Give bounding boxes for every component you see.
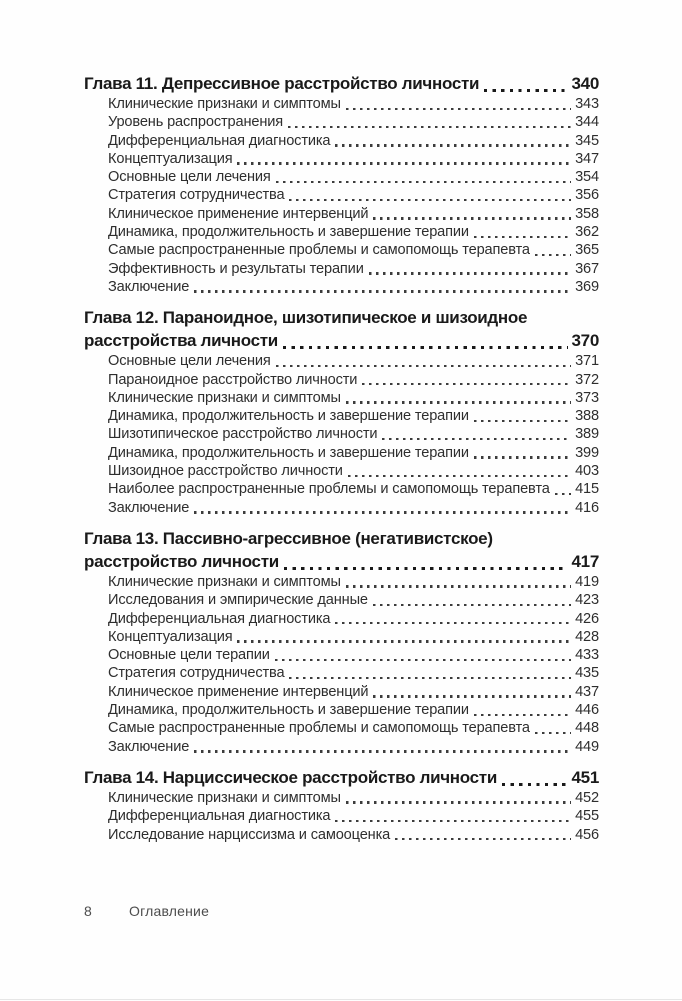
chapter-page-number: 451 — [571, 767, 599, 787]
toc-entry-row — [84, 826, 599, 844]
dot-leader — [474, 456, 571, 458]
toc-entry-page-number: 389 — [575, 426, 599, 443]
toc-entry-page-number: 423 — [575, 592, 599, 609]
chapter-heading-row — [84, 306, 599, 329]
dot-leader — [348, 475, 571, 477]
dot-leader — [346, 401, 571, 403]
chapter-page-number: 340 — [571, 74, 599, 93]
toc-entry-page-number: 437 — [575, 683, 599, 700]
toc-entry-page-number: 345 — [575, 132, 599, 149]
toc-entry-page-number: 426 — [575, 610, 599, 627]
dot-leader — [289, 199, 571, 201]
chapter-page-number: 370 — [571, 331, 599, 351]
toc-entry-page-number: 354 — [575, 169, 599, 186]
toc-entry-page-number: 415 — [575, 481, 599, 498]
toc-entry-row — [84, 352, 599, 370]
toc-entry-label: Стратегия сотрудничества — [108, 665, 285, 682]
toc-entry-page-number: 372 — [575, 371, 599, 388]
chapter-title: Глава 13. Пассивно-агрессивное (негативистское) — [84, 528, 493, 548]
table-of-contents — [84, 72, 599, 844]
dot-leader — [502, 783, 568, 786]
dot-leader — [484, 89, 567, 92]
running-title: Оглавление — [129, 903, 210, 919]
dot-leader — [369, 272, 571, 274]
toc-entry-row — [84, 241, 599, 259]
toc-entry-label: Динамика, продолжительность и завершение терапии — [108, 444, 469, 461]
toc-entry-row — [84, 95, 599, 113]
toc-entry-page-number: 399 — [575, 444, 599, 461]
toc-entry-label: Клиническое применение интервенций — [108, 205, 369, 222]
toc-entry-row — [84, 789, 599, 807]
toc-entry-page-number: 356 — [575, 187, 599, 204]
toc-entry-row — [84, 168, 599, 186]
toc-entry-label: Заключение — [108, 499, 190, 516]
toc-entry-page-number: 433 — [575, 647, 599, 664]
chapter-title: Глава 14. Нарциссическое расстройство личности — [84, 767, 497, 787]
dot-leader — [276, 365, 571, 367]
page-footer — [84, 903, 209, 919]
toc-entry-row — [84, 573, 599, 591]
chapter-page-number: 417 — [571, 551, 599, 571]
dot-leader — [237, 162, 571, 164]
dot-leader — [335, 820, 571, 822]
dot-leader — [373, 217, 571, 219]
toc-entry-page-number: 448 — [575, 720, 599, 737]
toc-entry-row — [84, 646, 599, 664]
toc-entry-label: Исследование нарциссизма и самооценка — [108, 826, 391, 843]
chapter-title: Глава 11. Депрессивное расстройство личности — [84, 74, 480, 93]
toc-entry-row — [84, 480, 599, 498]
toc-entry-label: Основные цели терапии — [108, 647, 270, 664]
toc-entry-label: Самые распространенные проблемы и самопомощь терапевта — [108, 242, 530, 259]
toc-entry-row — [84, 738, 599, 756]
chapter-title: расстройства личности — [84, 331, 278, 351]
dot-leader — [275, 659, 571, 661]
dot-leader — [194, 290, 571, 292]
toc-entry-row — [84, 628, 599, 646]
dot-leader — [535, 254, 571, 256]
toc-entry-label: Основные цели лечения — [108, 169, 271, 186]
toc-entry-page-number: 373 — [575, 389, 599, 406]
toc-entry-label: Клинические признаки и симптомы — [108, 573, 341, 590]
dot-leader — [335, 622, 571, 624]
toc-entry-page-number: 449 — [575, 738, 599, 755]
toc-entry-row — [84, 425, 599, 443]
toc-entry-page-number: 362 — [575, 224, 599, 241]
toc-entry-label: Самые распространенные проблемы и самопомощь терапевта — [108, 720, 530, 737]
chapter-block — [84, 72, 599, 296]
toc-entry-row — [84, 719, 599, 737]
dot-leader — [346, 801, 571, 803]
toc-entry-label: Клинические признаки и симптомы — [108, 96, 341, 112]
folio-page-number: 8 — [84, 903, 92, 919]
toc-entry-row — [84, 701, 599, 719]
dot-leader — [474, 714, 571, 716]
dot-leader — [284, 567, 568, 570]
dot-leader — [288, 126, 571, 128]
chapter-heading-row — [84, 766, 599, 789]
page-edge-line — [0, 999, 682, 1000]
toc-entry-page-number: 367 — [575, 260, 599, 277]
chapter-title: Глава 12. Параноидное, шизотипическое и шизоидное — [84, 308, 528, 328]
chapter-block — [84, 527, 599, 756]
toc-entry-row — [84, 205, 599, 223]
toc-entry-row — [84, 389, 599, 407]
toc-entry-row — [84, 462, 599, 480]
chapter-heading-row — [84, 527, 599, 550]
toc-entry-label: Уровень распространения — [108, 114, 283, 131]
dot-leader — [395, 838, 571, 840]
toc-entry-page-number: 347 — [575, 150, 599, 167]
toc-entry-page-number: 446 — [575, 702, 599, 719]
toc-entry-label: Клинические признаки и симптомы — [108, 389, 341, 406]
dot-leader — [335, 144, 571, 146]
toc-entry-label: Динамика, продолжительность и завершение терапии — [108, 408, 469, 425]
chapter-block — [84, 766, 599, 844]
chapter-block — [84, 306, 599, 517]
chapter-heading-row — [84, 550, 599, 573]
toc-entry-label: Клиническое применение интервенций — [108, 683, 369, 700]
toc-entry-page-number: 416 — [575, 499, 599, 516]
dot-leader — [555, 493, 571, 495]
toc-entry-label: Шизотипическое расстройство личности — [108, 426, 378, 443]
toc-entry-page-number: 428 — [575, 628, 599, 645]
toc-entry-label: Дифференциальная диагностика — [108, 808, 331, 825]
dot-leader — [283, 346, 568, 349]
dot-leader — [373, 604, 571, 606]
toc-entry-page-number: 419 — [575, 573, 599, 590]
dot-leader — [535, 732, 571, 734]
chapter-heading-row — [84, 329, 599, 352]
chapter-title: расстройство личности — [84, 551, 279, 571]
toc-entry-page-number: 435 — [575, 665, 599, 682]
toc-entry-label: Концептуализация — [108, 150, 233, 167]
dot-leader — [362, 383, 571, 385]
toc-entry-label: Эффективность и результаты терапии — [108, 260, 364, 277]
dot-leader — [346, 585, 571, 587]
toc-entry-page-number: 455 — [575, 808, 599, 825]
toc-entry-row — [84, 150, 599, 168]
toc-entry-page-number: 369 — [575, 278, 599, 295]
toc-entry-page-number: 388 — [575, 408, 599, 425]
toc-entry-label: Заключение — [108, 278, 190, 295]
toc-entry-row — [84, 664, 599, 682]
dot-leader — [474, 420, 571, 422]
toc-entry-row — [84, 371, 599, 389]
dot-leader — [382, 438, 571, 440]
toc-entry-row — [84, 113, 599, 131]
toc-entry-page-number: 371 — [575, 353, 599, 370]
toc-entry-page-number: 343 — [575, 96, 599, 112]
toc-entry-page-number: 344 — [575, 114, 599, 131]
toc-entry-label: Дифференциальная диагностика — [108, 132, 331, 149]
toc-entry-label: Клинические признаки и симптомы — [108, 789, 341, 806]
toc-entry-row — [84, 807, 599, 825]
toc-entry-label: Шизоидное расстройство личности — [108, 463, 343, 480]
chapter-heading-row — [84, 72, 599, 95]
toc-entry-row — [84, 591, 599, 609]
toc-entry-label: Заключение — [108, 738, 190, 755]
toc-entry-label: Динамика, продолжительность и завершение терапии — [108, 224, 469, 241]
toc-entry-page-number: 403 — [575, 463, 599, 480]
dot-leader — [373, 695, 571, 697]
toc-entry-label: Исследования и эмпирические данные — [108, 592, 368, 609]
dot-leader — [276, 181, 571, 183]
toc-entry-row — [84, 499, 599, 517]
toc-entry-row — [84, 683, 599, 701]
toc-entry-row — [84, 610, 599, 628]
toc-entry-label: Наиболее распространенные проблемы и самопомощь терапевта — [108, 481, 550, 498]
toc-entry-label: Основные цели лечения — [108, 353, 271, 370]
toc-entry-label: Дифференциальная диагностика — [108, 610, 331, 627]
toc-entry-row — [84, 132, 599, 150]
toc-entry-page-number: 358 — [575, 205, 599, 222]
toc-entry-label: Стратегия сотрудничества — [108, 187, 285, 204]
toc-entry-row — [84, 444, 599, 462]
toc-entry-page-number: 456 — [575, 826, 599, 843]
dot-leader — [346, 108, 571, 110]
toc-entry-row — [84, 223, 599, 241]
toc-entry-label: Концептуализация — [108, 628, 233, 645]
dot-leader — [237, 640, 571, 642]
dot-leader — [194, 511, 571, 513]
toc-entry-row — [84, 278, 599, 296]
toc-entry-label: Параноидное расстройство личности — [108, 371, 358, 388]
dot-leader — [289, 677, 571, 679]
toc-entry-label: Динамика, продолжительность и завершение терапии — [108, 702, 469, 719]
dot-leader — [194, 750, 571, 752]
toc-entry-page-number: 365 — [575, 242, 599, 259]
toc-entry-row — [84, 407, 599, 425]
toc-entry-row — [84, 186, 599, 204]
dot-leader — [474, 236, 571, 238]
toc-entry-row — [84, 260, 599, 278]
toc-entry-page-number: 452 — [575, 789, 599, 806]
